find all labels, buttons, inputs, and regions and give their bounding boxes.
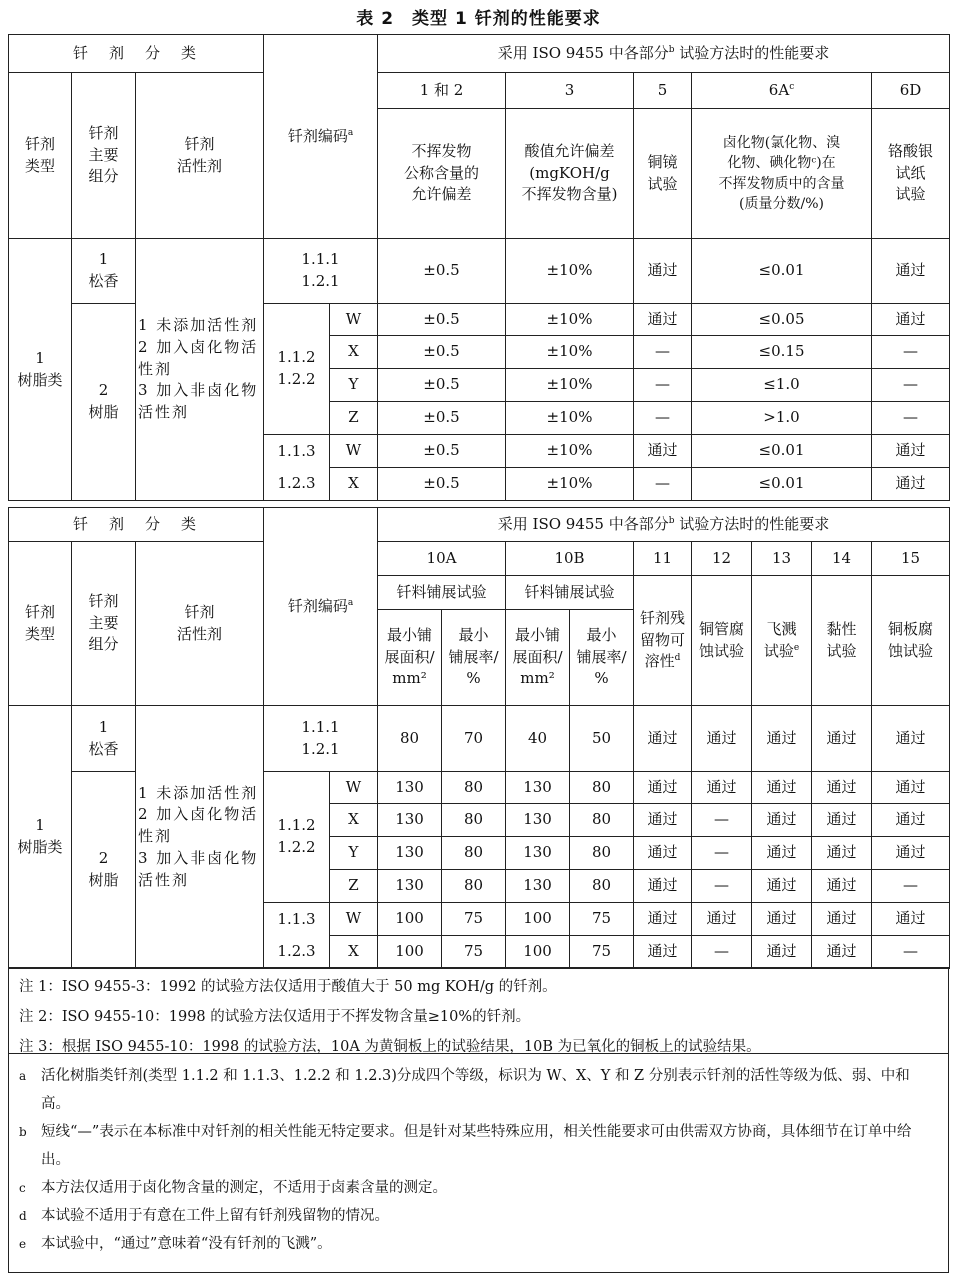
- cell: 130: [506, 837, 570, 870]
- cell: 通过: [812, 903, 872, 936]
- cell: 130: [506, 772, 570, 804]
- cell: ±10%: [506, 239, 634, 304]
- cell: 75: [570, 903, 634, 936]
- cell: 100: [506, 903, 570, 936]
- note-1: 注 1：ISO 9455-3：1992 的试验方法仅适用于酸值大于 50 mg KOH/g 的钎剂。: [19, 979, 557, 995]
- main-resin-cell: 2 树脂: [72, 772, 136, 969]
- cell: 75: [442, 903, 506, 936]
- main-header: 钎剂 主要 组分: [72, 73, 136, 239]
- cell: ±0.5: [378, 239, 506, 304]
- min-area-b: 最小铺 展面积/ mm²: [506, 610, 570, 706]
- footnotes-block: [8, 1053, 949, 1273]
- class-header: 钎 剂 分 类: [9, 508, 264, 542]
- col-10b: 10B: [506, 542, 634, 576]
- cell: ≤0.15: [692, 336, 872, 369]
- cell: 通过: [752, 772, 812, 804]
- min-rate-b: 最小 铺展率/ %: [570, 610, 634, 706]
- cell: —: [692, 870, 752, 903]
- desc-6d: 铬酸银 试纸 试验: [872, 109, 950, 239]
- code-header: 钎剂编码$^a$: [264, 508, 378, 706]
- cell: 通过: [872, 772, 950, 804]
- cell: —: [692, 804, 752, 837]
- grade-cell: W: [330, 772, 378, 804]
- min-area-a: 最小铺 展面积/ mm²: [378, 610, 442, 706]
- cell: 通过: [634, 239, 692, 304]
- main-rosin-cell: 1 松香: [72, 239, 136, 304]
- spread-test-a: 钎料铺展试验: [378, 576, 506, 610]
- footnote-e: e 本试验中，“通过”意味着“没有钎剂的飞溅”。: [19, 1236, 332, 1252]
- cell: —: [634, 369, 692, 402]
- col-14: 14: [812, 542, 872, 576]
- desc-1-2: 不挥发物 公称含量的 允许偏差: [378, 109, 506, 239]
- code-cell: 1.1.2 1.2.2: [264, 304, 330, 435]
- col-5: 5: [634, 73, 692, 109]
- cell: ±0.5: [378, 304, 506, 336]
- col-3: 3: [506, 73, 634, 109]
- type-header: 钎剂 类型: [9, 542, 72, 706]
- cell: 130: [378, 772, 442, 804]
- cell: 通过: [872, 239, 950, 304]
- col-1-2: 1 和 2: [378, 73, 506, 109]
- cell: 40: [506, 706, 570, 772]
- performance-table-part1: [8, 34, 950, 501]
- cell: ±10%: [506, 369, 634, 402]
- cell: 通过: [872, 903, 950, 936]
- cell: 通过: [692, 903, 752, 936]
- grade-cell: Z: [330, 402, 378, 435]
- grade-cell: W: [330, 304, 378, 336]
- cell: 130: [506, 870, 570, 903]
- footnote-c: c 本方法仅适用于卤化物含量的测定，不适用于卤素含量的测定。: [19, 1180, 447, 1196]
- cell: 通过: [872, 468, 950, 501]
- main-header: 钎剂 主要 组分: [72, 542, 136, 706]
- col-10a: 10A: [378, 542, 506, 576]
- type-cell: 1 树脂类: [9, 706, 72, 969]
- cell: —: [634, 468, 692, 501]
- col-15: 15: [872, 542, 950, 576]
- cell: ±0.5: [378, 336, 506, 369]
- cell: 通过: [634, 837, 692, 870]
- table-row: [9, 239, 950, 304]
- cell: ≤0.05: [692, 304, 872, 336]
- type-cell: 1 树脂类: [9, 239, 72, 501]
- cell: —: [872, 336, 950, 369]
- cell: 80: [378, 706, 442, 772]
- cell: ±0.5: [378, 468, 506, 501]
- cell: 80: [570, 837, 634, 870]
- cell: 80: [442, 772, 506, 804]
- cell: 80: [570, 870, 634, 903]
- cell: 通过: [872, 706, 950, 772]
- cell: 75: [570, 936, 634, 969]
- code-cell: 1.1.2 1.2.2: [264, 772, 330, 903]
- cell: ±10%: [506, 435, 634, 468]
- cell: 通过: [692, 772, 752, 804]
- cell: 通过: [812, 837, 872, 870]
- note-2: 注 2：ISO 9455-10：1998 的试验方法仅适用于不挥发物含量≥10%的钎剂。: [19, 1009, 531, 1025]
- perf-header: 采用 ISO 9455 中各部分$^b$ 试验方法时的性能要求: [378, 508, 950, 542]
- cell: 130: [378, 804, 442, 837]
- cell: ±0.5: [378, 369, 506, 402]
- cell: >1.0: [692, 402, 872, 435]
- grade-cell: X: [330, 468, 378, 501]
- desc-6a: 卤化物(氯化物、溴 化物、碘化物ᶜ)在 不挥发物质中的含量 (质量分数/%): [692, 109, 872, 239]
- cell: —: [872, 870, 950, 903]
- cell: 通过: [752, 804, 812, 837]
- col-13: 13: [752, 542, 812, 576]
- cell: 通过: [752, 706, 812, 772]
- grade-cell: X: [330, 936, 378, 969]
- cell: —: [692, 936, 752, 969]
- grade-cell: X: [330, 336, 378, 369]
- cell: 100: [506, 936, 570, 969]
- cell: 通过: [752, 837, 812, 870]
- cell: 100: [378, 903, 442, 936]
- code-cell: 1.1.3 1.2.3: [264, 435, 330, 501]
- desc-15: 铜板腐 蚀试验: [872, 576, 950, 706]
- cell: 通过: [872, 435, 950, 468]
- cell: 通过: [812, 870, 872, 903]
- grade-cell: W: [330, 435, 378, 468]
- cell: 70: [442, 706, 506, 772]
- cell: 75: [442, 936, 506, 969]
- cell: 通过: [752, 870, 812, 903]
- footnote-d: d 本试验不适用于有意在工件上留有钎剂残留物的情况。: [19, 1208, 389, 1224]
- code-header: 钎剂编码$^a$: [264, 35, 378, 239]
- class-header: 钎 剂 分 类: [9, 35, 264, 73]
- cell: 80: [442, 837, 506, 870]
- grade-cell: W: [330, 903, 378, 936]
- table-row: [9, 706, 950, 772]
- cell: ±10%: [506, 402, 634, 435]
- cell: 通过: [634, 903, 692, 936]
- grade-cell: Y: [330, 369, 378, 402]
- col-12: 12: [692, 542, 752, 576]
- cell: —: [692, 837, 752, 870]
- cell: ±0.5: [378, 402, 506, 435]
- cell: 80: [442, 804, 506, 837]
- activator-cell: 1 未添加活性剂 2 加入卤化物活性剂 3 加入非卤化物活性剂: [136, 706, 264, 969]
- desc-13: 飞溅 试验$^e$: [752, 576, 812, 706]
- cell: 通过: [812, 772, 872, 804]
- cell: 通过: [812, 706, 872, 772]
- cell: 通过: [634, 804, 692, 837]
- col-6a: $6A^c$: [692, 73, 872, 109]
- desc-11: 钎剂残 留物可 溶性$^d$: [634, 576, 692, 706]
- cell: ±10%: [506, 336, 634, 369]
- cell: 130: [378, 870, 442, 903]
- cell: 80: [570, 804, 634, 837]
- cell: 50: [570, 706, 634, 772]
- cell: 通过: [752, 936, 812, 969]
- cell: ≤0.01: [692, 239, 872, 304]
- code-cell: 1.1.1 1.2.1: [264, 239, 378, 304]
- cell: 通过: [812, 936, 872, 969]
- grade-cell: Y: [330, 837, 378, 870]
- cell: —: [634, 402, 692, 435]
- cell: ≤0.01: [692, 468, 872, 501]
- cell: ≤1.0: [692, 369, 872, 402]
- cell: 通过: [634, 435, 692, 468]
- cell: ±10%: [506, 468, 634, 501]
- desc-12: 铜管腐 蚀试验: [692, 576, 752, 706]
- cell: 80: [442, 870, 506, 903]
- cell: ≤0.01: [692, 435, 872, 468]
- min-rate-a: 最小 铺展率/ %: [442, 610, 506, 706]
- grade-cell: Z: [330, 870, 378, 903]
- grade-cell: X: [330, 804, 378, 837]
- cell: 通过: [634, 870, 692, 903]
- cell: 通过: [872, 304, 950, 336]
- cell: 80: [570, 772, 634, 804]
- spread-test-b: 钎料铺展试验: [506, 576, 634, 610]
- cell: 100: [378, 936, 442, 969]
- cell: 130: [378, 837, 442, 870]
- col-11: 11: [634, 542, 692, 576]
- activator-header: 钎剂 活性剂: [136, 542, 264, 706]
- main-resin-cell: 2 树脂: [72, 304, 136, 501]
- cell: 通过: [812, 804, 872, 837]
- cell: 通过: [634, 706, 692, 772]
- cell: 通过: [692, 706, 752, 772]
- cell: 通过: [634, 936, 692, 969]
- footnote-b: b 短线“—”表示在本标准中对钎剂的相关性能无特定要求。但是针对某些特殊应用，相关性能要求可由供需双方协商，具体细节在订单中给出。: [19, 1124, 912, 1168]
- cell: 通过: [872, 804, 950, 837]
- code-cell: 1.1.1 1.2.1: [264, 706, 378, 772]
- cell: —: [872, 936, 950, 969]
- cell: —: [872, 402, 950, 435]
- type-header: 钎剂 类型: [9, 73, 72, 239]
- note-3: 注 3：根据 ISO 9455-10：1998 的试验方法，10A 为黄铜板上的试验结果，10B 为已氧化的铜板上的试验结果。: [19, 1039, 761, 1055]
- cell: ±0.5: [378, 435, 506, 468]
- main-rosin-cell: 1 松香: [72, 706, 136, 772]
- cell: ±10%: [506, 304, 634, 336]
- activator-header: 钎剂 活性剂: [136, 73, 264, 239]
- code-cell: 1.1.3 1.2.3: [264, 903, 330, 969]
- cell: 通过: [634, 304, 692, 336]
- col-6d: 6D: [872, 73, 950, 109]
- perf-header: 采用 ISO 9455 中各部分$^b$ 试验方法时的性能要求: [378, 35, 950, 73]
- cell: —: [872, 369, 950, 402]
- desc-14: 黏性 试验: [812, 576, 872, 706]
- activator-cell: 1 未添加活性剂 2 加入卤化物活性剂 3 加入非卤化物活性剂: [136, 239, 264, 501]
- cell: 通过: [634, 772, 692, 804]
- desc-3: 酸值允许偏差 (mgKOH/g 不挥发物含量): [506, 109, 634, 239]
- table-title: 表 2 类型 1 钎剂的性能要求: [356, 9, 601, 29]
- cell: —: [634, 336, 692, 369]
- desc-5: 铜镜 试验: [634, 109, 692, 239]
- cell: 130: [506, 804, 570, 837]
- cell: 通过: [872, 837, 950, 870]
- footnote-a: a 活化树脂类钎剂(类型 1.1.2 和 1.1.3、1.2.2 和 1.2.3)分成四个等级，标识为 W、X、Y 和 Z 分别表示钎剂的活性等级为低、弱、中和高。: [19, 1068, 910, 1112]
- performance-table-part2: [8, 507, 950, 969]
- cell: 通过: [752, 903, 812, 936]
- notes-block: [8, 967, 949, 1054]
